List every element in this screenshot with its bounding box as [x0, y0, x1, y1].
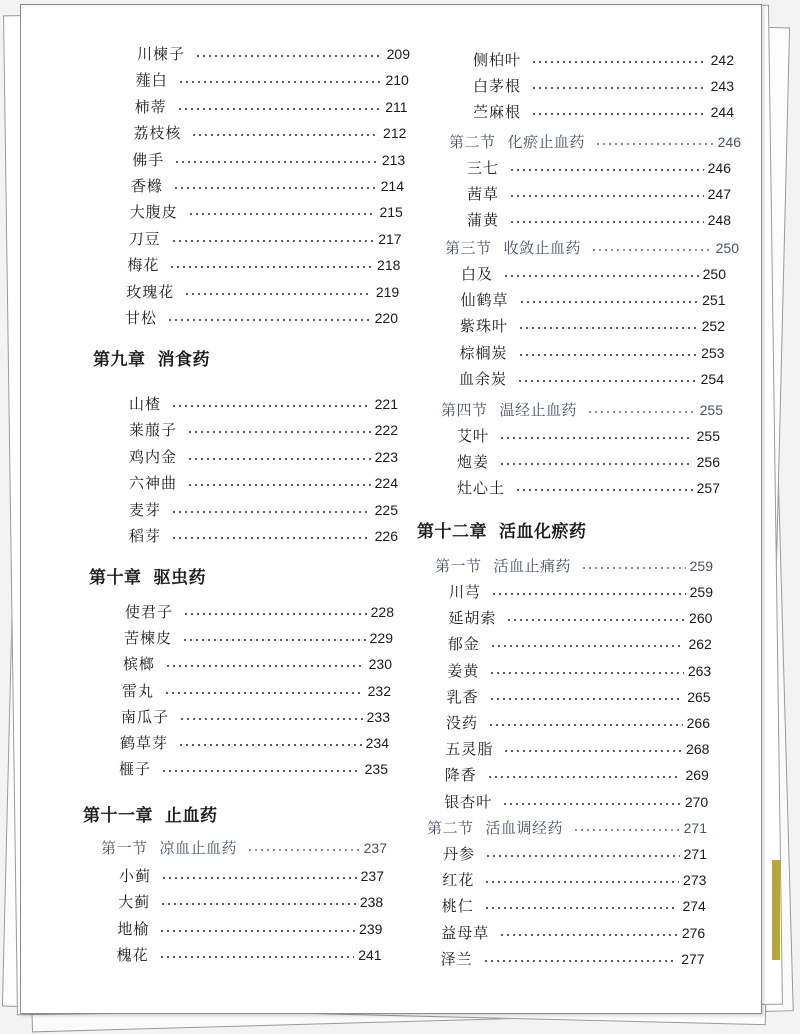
section-title: 温经止血药 [499, 401, 578, 419]
section-title: 凉血止血药 [159, 839, 238, 857]
section-title: 活血止痛药 [493, 557, 572, 575]
toc-entry[interactable] [131, 175, 404, 197]
dot-leader [503, 750, 682, 752]
dot-leader [515, 489, 693, 491]
entry-name: 茜草 [467, 185, 500, 204]
chapter-number: 第十章 [89, 568, 142, 588]
toc-section-entry[interactable] [445, 237, 739, 259]
dot-leader [160, 903, 356, 905]
dot-leader [489, 672, 684, 674]
toc-entry[interactable] [441, 922, 705, 944]
page-number: 262 [688, 636, 712, 653]
dot-leader [573, 829, 680, 831]
toc-entry[interactable] [126, 281, 399, 303]
dot-leader [191, 134, 379, 136]
page-number: 273 [683, 872, 707, 889]
page-number: 256 [696, 454, 720, 471]
entry-name: 麦芽 [129, 500, 162, 519]
section-number: 第二节 [427, 819, 474, 837]
section-number: 第四节 [441, 401, 488, 419]
page-number: 246 [707, 160, 731, 176]
page-number: 224 [374, 475, 398, 492]
dot-leader [187, 431, 371, 433]
dot-leader [483, 960, 678, 962]
entry-name: 血余炭 [459, 369, 508, 388]
dot-leader [182, 639, 366, 641]
chapter-number: 第十一章 [83, 806, 153, 826]
toc-entry[interactable] [129, 419, 398, 441]
toc-entry[interactable] [122, 680, 391, 702]
entry-name: 延胡索 [448, 609, 497, 628]
entry-name: 六神曲 [129, 474, 178, 493]
entry-name: 紫珠叶 [460, 317, 509, 336]
page-number: 242 [710, 52, 734, 68]
toc-entry[interactable] [133, 122, 406, 144]
page-number: 247 [707, 186, 731, 203]
chapter-title: 活血化瘀药 [499, 522, 587, 542]
dot-leader [159, 956, 355, 958]
page-number: 210 [385, 72, 409, 89]
chapter-heading [417, 517, 587, 542]
dot-leader [502, 803, 681, 805]
toc-entry[interactable] [460, 315, 725, 337]
dot-leader [161, 770, 361, 772]
entry-name: 槟榔 [123, 655, 156, 674]
toc-entry[interactable] [137, 43, 410, 65]
section-number: 第一节 [435, 557, 482, 575]
entry-name: 白及 [461, 265, 494, 283]
dot-leader [164, 692, 364, 694]
dot-leader [174, 161, 378, 163]
dot-leader [247, 849, 360, 851]
page-number: 235 [364, 761, 388, 778]
entry-name: 薤白 [135, 71, 168, 90]
dot-leader [187, 458, 371, 460]
toc-entry[interactable] [459, 368, 724, 390]
dot-leader [161, 877, 357, 879]
dot-leader [485, 855, 680, 857]
toc-entry[interactable] [129, 446, 398, 468]
page-number: 257 [696, 480, 720, 497]
toc-entry[interactable] [447, 660, 711, 682]
toc-entry[interactable] [448, 607, 712, 629]
toc-entry[interactable] [118, 891, 383, 913]
dot-leader [518, 354, 698, 356]
entry-name: 灶心土 [457, 479, 506, 498]
toc-entry[interactable] [446, 712, 710, 734]
page-number: 248 [707, 212, 731, 229]
dot-leader [517, 380, 697, 382]
entry-name: 玫瑰花 [126, 282, 175, 301]
entry-name: 苎麻根 [473, 103, 522, 122]
page-number: 217 [378, 230, 402, 247]
page-number: 244 [710, 104, 734, 121]
dot-leader [171, 511, 371, 513]
entry-name: 三七 [467, 159, 500, 177]
toc-section-entry[interactable] [435, 555, 713, 577]
page-number: 225 [374, 501, 398, 518]
toc-entry[interactable] [447, 686, 711, 708]
section-number: 第二节 [449, 133, 496, 151]
entry-name: 川芎 [449, 583, 482, 601]
dot-leader [509, 195, 704, 197]
toc-entry[interactable] [457, 451, 720, 473]
dot-leader [171, 240, 375, 242]
page-number: 212 [383, 125, 407, 142]
dot-leader [177, 108, 382, 110]
section-number: 第三节 [445, 239, 492, 257]
entry-name: 柿蒂 [134, 97, 167, 116]
toc-entry[interactable] [135, 96, 408, 118]
chapter-title: 驱虫药 [153, 568, 206, 588]
toc-entry[interactable] [457, 477, 720, 499]
page-number: 255 [699, 402, 723, 418]
entry-name: 地榆 [117, 919, 150, 938]
dot-leader [484, 907, 679, 909]
toc-entry[interactable] [461, 263, 726, 285]
entry-name: 鹤草芽 [120, 734, 169, 752]
page-number: 250 [715, 240, 739, 256]
toc-entry[interactable] [473, 75, 734, 97]
entry-name: 桃仁 [441, 897, 474, 916]
dot-leader [171, 537, 371, 539]
entry-name: 梅花 [127, 256, 160, 275]
dot-leader [506, 619, 685, 621]
dot-leader [591, 249, 712, 251]
toc-entry[interactable] [467, 183, 731, 205]
toc-entry[interactable] [119, 758, 388, 780]
toc-entry[interactable] [130, 201, 403, 223]
page-number: 241 [358, 947, 382, 964]
entry-name: 郁金 [447, 635, 480, 654]
page-number: 274 [682, 898, 706, 915]
toc-entry[interactable] [120, 732, 389, 754]
entry-name: 姜黄 [447, 661, 480, 680]
entry-name: 仙鹤草 [460, 291, 509, 310]
dot-leader [509, 169, 704, 171]
page-number: 218 [377, 257, 401, 274]
dot-leader [587, 411, 696, 413]
entry-name: 槐花 [116, 946, 149, 965]
chapter-number: 第十二章 [417, 522, 487, 542]
entry-name: 丹参 [443, 845, 476, 863]
page-number: 209 [386, 46, 410, 62]
toc-entry[interactable] [119, 865, 384, 887]
dot-leader [169, 266, 373, 268]
toc-entry[interactable] [445, 764, 709, 786]
toc-section-entry[interactable] [427, 817, 707, 839]
toc-page [20, 4, 762, 1014]
toc-entry[interactable] [132, 149, 405, 171]
dot-leader [183, 613, 367, 615]
page-number: 221 [374, 396, 398, 412]
chapter-number: 第九章 [93, 350, 146, 370]
dot-leader [178, 744, 362, 746]
toc-entry[interactable] [129, 228, 402, 250]
entry-name: 稻芽 [129, 527, 162, 545]
toc-section-entry[interactable] [449, 131, 741, 153]
entry-name: 雷丸 [122, 681, 155, 700]
entry-name: 泽兰 [440, 949, 473, 968]
entry-name: 蒲黄 [467, 211, 500, 230]
toc-entry[interactable] [127, 254, 400, 276]
page-number: 259 [689, 584, 713, 600]
toc-entry[interactable] [444, 791, 708, 813]
dot-leader [518, 327, 698, 329]
page-number: 253 [701, 344, 725, 361]
entry-name: 棕榈炭 [459, 343, 508, 362]
page-number: 268 [686, 741, 710, 758]
dot-leader [188, 213, 376, 215]
page-number: 220 [374, 310, 398, 326]
entry-name: 银杏叶 [444, 792, 493, 811]
toc-entry[interactable] [442, 869, 706, 891]
dot-leader [519, 301, 699, 303]
dot-leader [595, 143, 714, 145]
dot-leader [581, 567, 686, 569]
page-number: 255 [696, 428, 720, 444]
page-number: 243 [710, 78, 734, 95]
toc-entry[interactable] [125, 307, 398, 329]
page-number: 215 [379, 204, 403, 221]
dot-leader [167, 319, 371, 321]
section-title: 化瘀止血药 [507, 133, 586, 151]
page-number: 233 [366, 708, 390, 725]
dot-leader [184, 293, 372, 295]
entry-name: 使君子 [125, 603, 174, 621]
dot-leader [484, 881, 679, 883]
page-number: 234 [365, 735, 389, 751]
dot-leader [499, 437, 693, 439]
entry-name: 侧柏叶 [473, 51, 522, 69]
dot-leader [173, 187, 377, 189]
dot-leader [531, 87, 707, 89]
page-number: 214 [380, 178, 404, 194]
dot-leader [531, 61, 707, 63]
page-number: 270 [684, 793, 709, 810]
section-title: 活血调经药 [485, 819, 564, 837]
entry-name: 白茅根 [473, 77, 522, 96]
toc-entry[interactable] [467, 157, 731, 179]
page-number: 252 [701, 318, 725, 335]
dot-leader [187, 484, 371, 486]
page-number: 260 [689, 610, 713, 627]
dot-leader [159, 930, 355, 932]
dot-leader [490, 645, 685, 647]
toc-section-entry[interactable] [441, 399, 723, 421]
page-number: 226 [374, 528, 398, 544]
chapter-title: 消食药 [157, 350, 210, 370]
entry-name: 川楝子 [137, 45, 186, 63]
page-number: 269 [685, 767, 709, 784]
dot-leader [178, 81, 382, 83]
dot-leader [499, 934, 678, 936]
entry-name: 炮姜 [457, 453, 490, 472]
entry-name: 刀豆 [128, 229, 161, 248]
dot-leader [491, 593, 686, 595]
toc-section-entry[interactable] [101, 837, 387, 859]
entry-name: 艾叶 [457, 427, 490, 445]
chapter-heading [83, 801, 218, 826]
toc-entry[interactable] [123, 653, 392, 675]
page-number: 228 [370, 604, 394, 620]
dot-leader [165, 665, 365, 667]
entry-name: 南瓜子 [121, 707, 170, 726]
page-number: 230 [368, 656, 392, 673]
chapter-heading [93, 345, 210, 370]
page-number: 237 [363, 840, 387, 856]
entry-name: 降香 [444, 766, 477, 785]
page-number: 222 [374, 422, 398, 439]
toc-entry[interactable] [473, 49, 734, 71]
entry-name: 没药 [446, 714, 479, 732]
toc-entry[interactable] [460, 342, 725, 364]
page-number: 223 [374, 448, 398, 465]
toc-entry[interactable] [129, 472, 398, 494]
page-number: 251 [702, 292, 726, 309]
page-number: 246 [717, 134, 741, 150]
section-title: 收敛止血药 [503, 239, 582, 257]
page-number: 213 [381, 151, 406, 168]
dot-leader [509, 221, 704, 223]
dot-leader [195, 55, 383, 57]
toc-entry[interactable] [467, 209, 731, 231]
toc-entry[interactable] [473, 101, 734, 123]
page-number: 219 [375, 283, 400, 300]
page-number: 266 [686, 715, 710, 731]
page-number: 250 [702, 266, 726, 282]
page-number: 232 [367, 682, 391, 699]
dot-leader [179, 718, 363, 720]
toc-entry[interactable] [443, 843, 707, 865]
dot-leader [171, 405, 371, 407]
page-number: 265 [687, 688, 711, 705]
entry-name: 大腹皮 [129, 203, 178, 222]
dot-leader [499, 463, 693, 465]
toc-entry[interactable] [121, 706, 390, 728]
toc-entry[interactable] [124, 627, 393, 649]
entry-name: 香橼 [131, 177, 164, 195]
page-number: 259 [689, 558, 713, 574]
entry-name: 鸡内金 [129, 447, 178, 466]
page-number: 263 [687, 662, 712, 679]
entry-name: 小蓟 [119, 867, 152, 885]
page-number: 229 [369, 630, 393, 647]
toc-entry[interactable] [129, 525, 398, 547]
page-number: 276 [681, 924, 706, 941]
page-number: 277 [681, 950, 705, 967]
entry-name: 山楂 [129, 395, 162, 413]
entry-name: 苦楝皮 [124, 629, 173, 648]
dot-leader [487, 776, 682, 778]
toc-entry[interactable] [457, 425, 720, 447]
page-number: 254 [700, 370, 724, 387]
entry-name: 大蓟 [118, 893, 151, 912]
page-number: 238 [359, 894, 384, 911]
toc-entry[interactable] [442, 895, 706, 917]
chapter-title: 止血药 [165, 806, 218, 826]
entry-name: 榧子 [119, 760, 152, 779]
toc-entry[interactable] [117, 918, 382, 940]
entry-name: 佛手 [132, 150, 165, 169]
cover-edge-yellow [772, 860, 780, 960]
entry-name: 乳香 [446, 687, 479, 706]
dot-leader [503, 275, 699, 277]
toc-entry[interactable] [448, 633, 712, 655]
toc-entry[interactable] [445, 738, 709, 760]
section-number: 第一节 [101, 839, 148, 857]
dot-leader [488, 724, 683, 726]
toc-entry[interactable] [461, 289, 726, 311]
toc-entry[interactable] [136, 69, 409, 91]
entry-name: 红花 [442, 871, 475, 890]
chapter-heading [89, 563, 206, 588]
dot-leader [531, 113, 707, 115]
page-number: 237 [360, 868, 384, 884]
entry-name: 五灵脂 [445, 740, 494, 759]
entry-name: 莱菔子 [129, 421, 178, 440]
entry-name: 甘松 [125, 309, 158, 327]
page-number: 239 [359, 920, 383, 937]
toc-entry[interactable] [441, 948, 705, 970]
page-number: 271 [683, 820, 707, 836]
toc-entry[interactable] [129, 393, 398, 415]
toc-entry[interactable] [449, 581, 713, 603]
dot-leader [489, 698, 684, 700]
toc-entry[interactable] [117, 944, 382, 966]
toc-entry[interactable] [125, 601, 394, 623]
entry-name: 益母草 [441, 923, 490, 942]
toc-entry[interactable] [129, 499, 398, 521]
page-number: 271 [683, 846, 707, 862]
entry-name: 荔枝核 [133, 124, 182, 143]
page-number: 211 [385, 98, 408, 115]
